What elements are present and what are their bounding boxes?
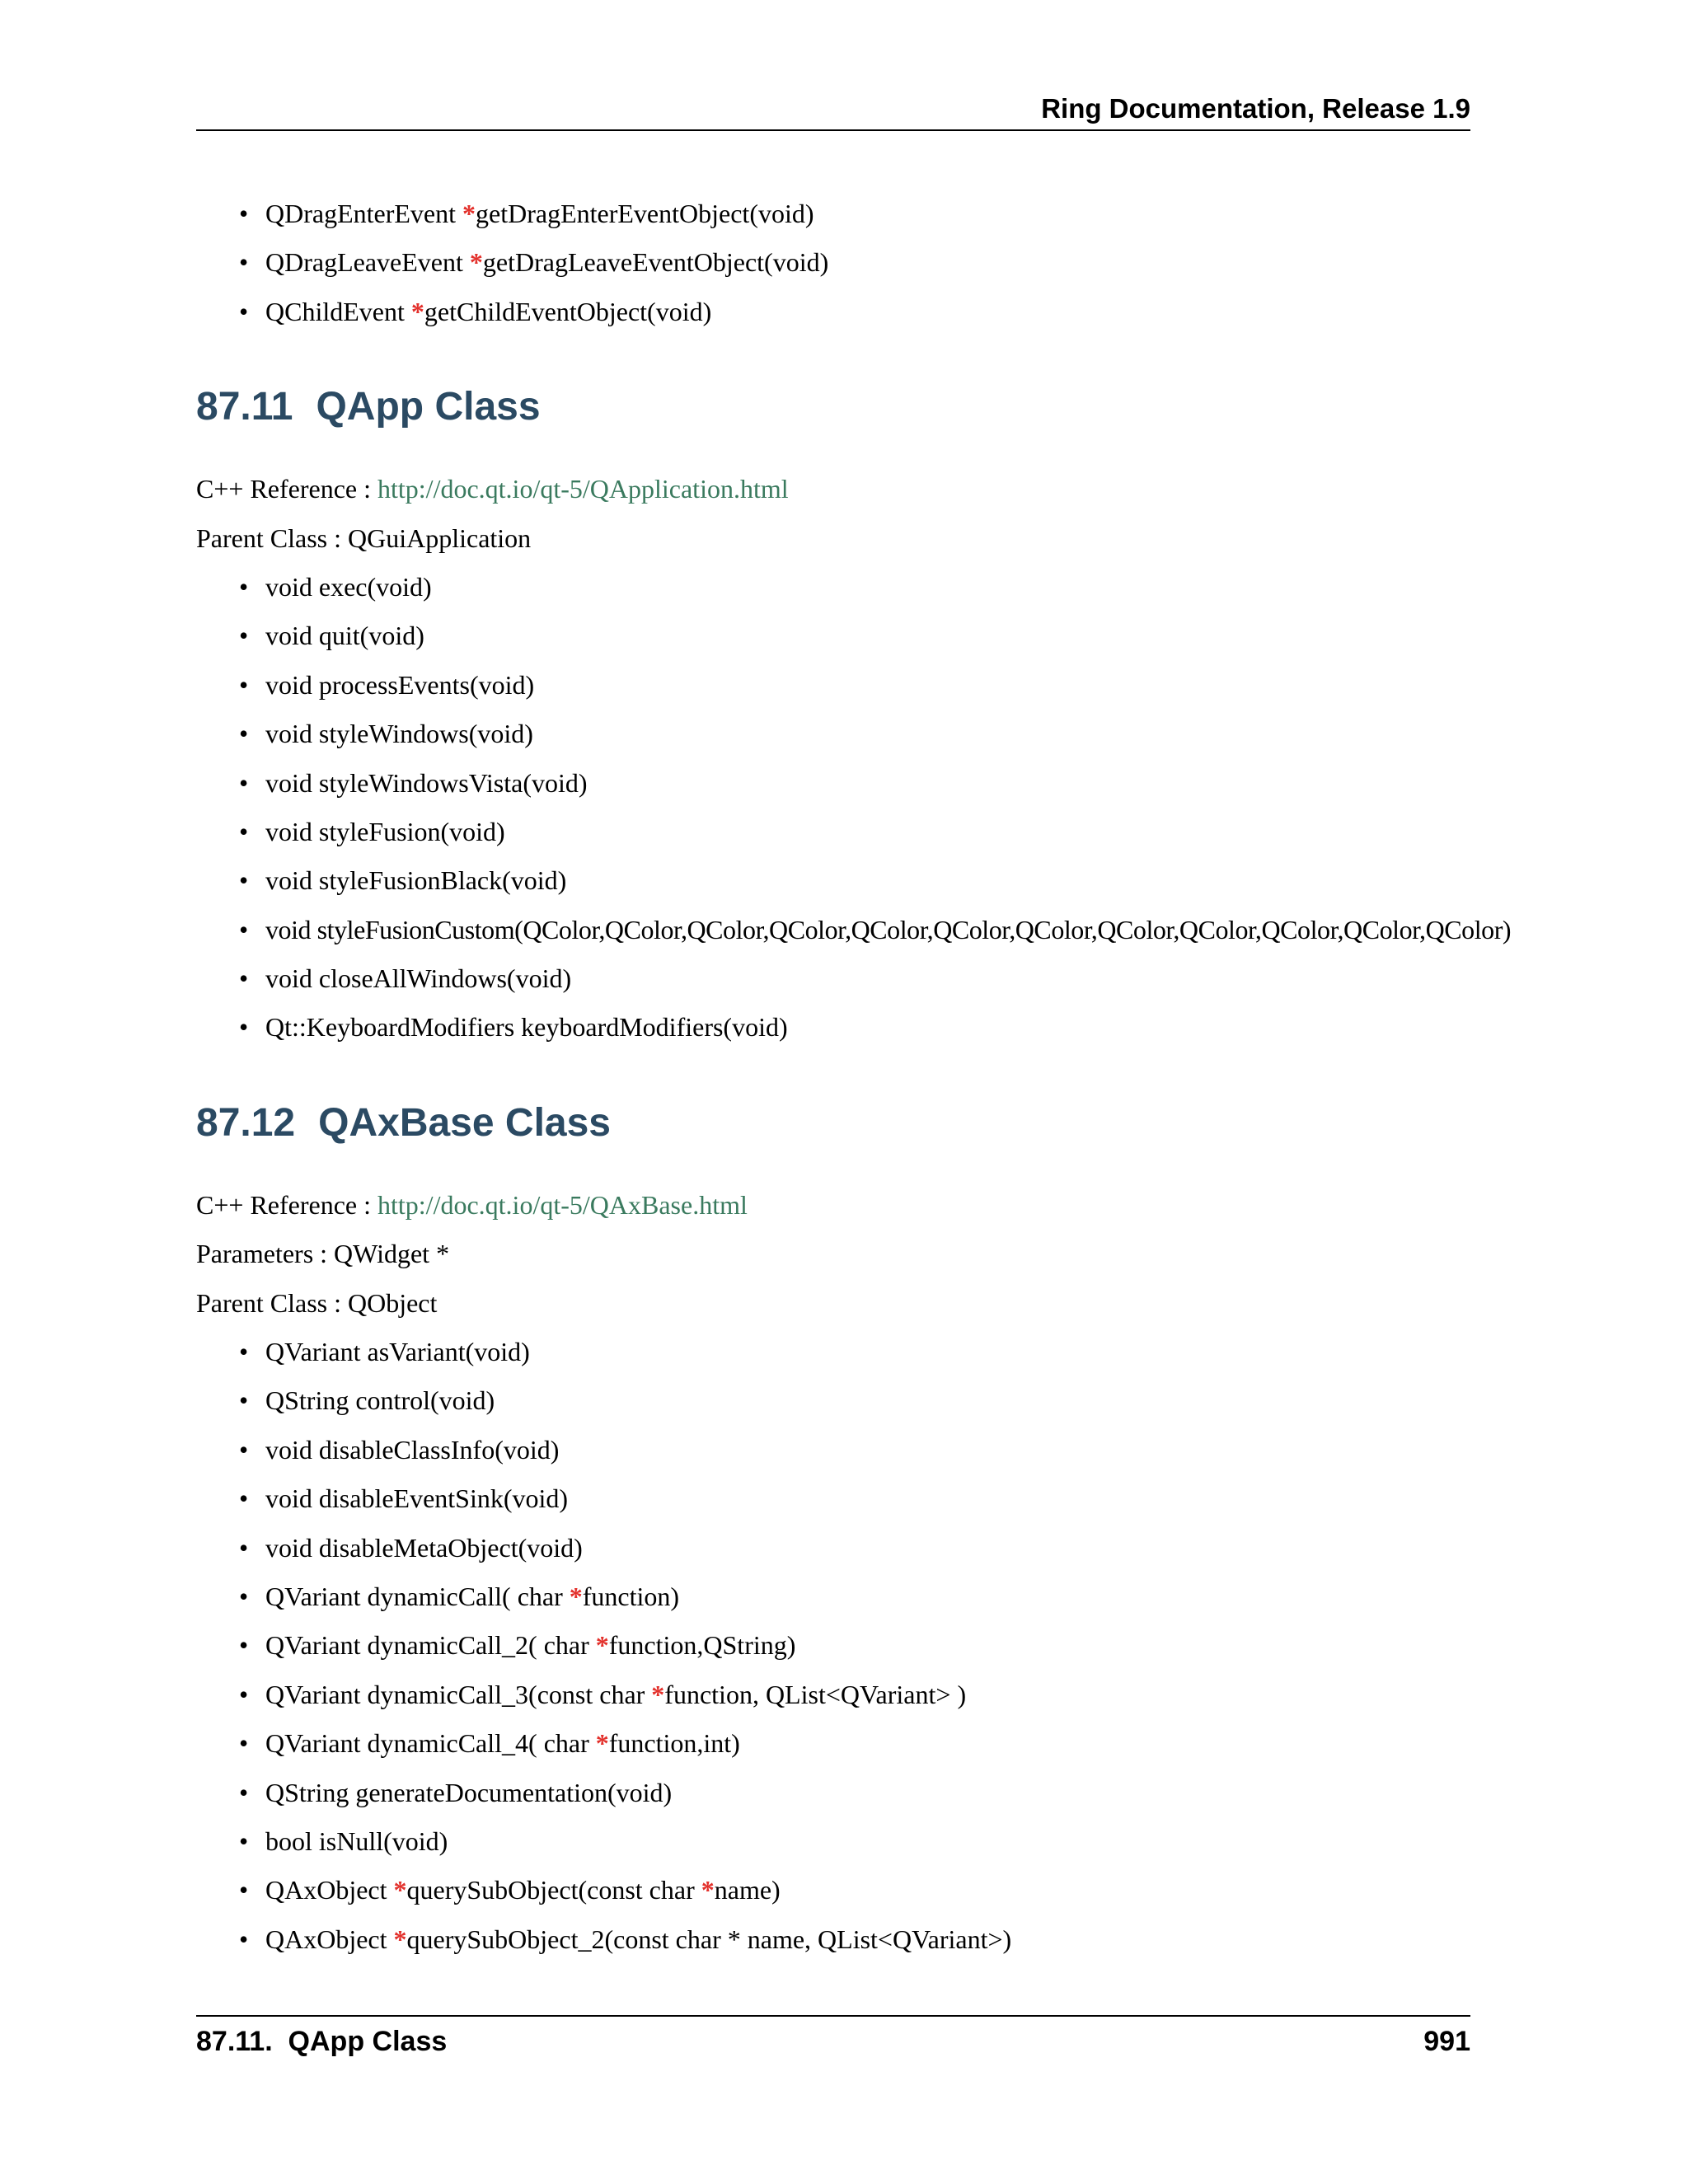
list-item: • void styleWindowsVista(void) [196, 759, 1470, 808]
bullet: • [239, 963, 249, 994]
bullet: • [239, 816, 249, 846]
bullet: • [239, 1012, 249, 1043]
running-footer [196, 2023, 1470, 2060]
parent-class-line: Parent Class : QObject [196, 1287, 438, 1318]
list-item: • void closeAllWindows(void) [196, 954, 1470, 1003]
footer-section-title: 87.11. QApp Class [196, 2026, 448, 2057]
bullet: • [239, 199, 249, 228]
bullet: • [239, 767, 249, 798]
list-item: • void processEvents(void) [196, 661, 1470, 710]
list-item: • QVariant dynamicCall( char *function) [196, 1572, 1470, 1621]
bullet: • [239, 1679, 249, 1709]
list-item: • void quit(void) [196, 612, 1470, 660]
bullet: • [239, 1875, 249, 1905]
bullet: • [239, 669, 249, 700]
list-item: • Qt::KeyboardModifiers keyboardModifiers(void) [196, 1003, 1470, 1052]
bullet: • [239, 296, 249, 326]
list-item: • QAxObject *querySubObject_2(const char * name, QList<QVariant>) [196, 1915, 1470, 1964]
bullet: • [239, 865, 249, 896]
list-item: • void styleFusion(void) [196, 808, 1470, 856]
bullet: • [239, 1483, 249, 1514]
header-rule [196, 129, 1470, 131]
bullet: • [239, 247, 249, 278]
list-item: • void styleWindows(void) [196, 710, 1470, 758]
list-item: • QVariant asVariant(void) [196, 1328, 1470, 1376]
page-number: 991 [1423, 2026, 1470, 2057]
section-heading-qapp [196, 382, 1470, 432]
section-number: 87.11 [196, 385, 293, 429]
list-item: • void disableMetaObject(void) [196, 1524, 1470, 1572]
list-item: • QDragEnterEvent *getDragEnterEventObject(void) [196, 190, 1470, 238]
bullet: • [239, 1581, 249, 1611]
bullet: • [239, 1434, 249, 1465]
section-title: QApp Class [316, 385, 541, 429]
list-item: • void styleFusionBlack(void) [196, 856, 1470, 905]
cpp-reference-line: C++ Reference : http://doc.qt.io/qt-5/QAxBase.html [196, 1189, 748, 1220]
reference-link[interactable]: http://doc.qt.io/qt-5/QApplication.html [377, 474, 789, 504]
list-item: • QChildEvent *getChildEventObject(void) [196, 288, 1470, 336]
continued-method-list [196, 190, 1470, 336]
bullet: • [239, 621, 249, 651]
parameters-line: Parameters : QWidget * [196, 1239, 450, 1269]
bullet: • [239, 1924, 249, 1954]
bullet: • [239, 1385, 249, 1416]
list-item: • QVariant dynamicCall_3(const char *function, QList<QVariant> ) [196, 1671, 1470, 1719]
qaxbase-method-list [196, 1328, 1470, 1964]
list-item: • void disableEventSink(void) [196, 1474, 1470, 1523]
footer-rule [196, 2015, 1470, 2017]
document-page [196, 0, 1512, 2184]
qapp-method-list [196, 563, 1512, 1052]
list-item: • QDragLeaveEvent *getDragLeaveEventObject(void) [196, 238, 1470, 287]
parent-class-line: Parent Class : QGuiApplication [196, 523, 532, 553]
bullet: • [239, 1532, 249, 1563]
section-title: QAxBase Class [318, 1100, 611, 1145]
list-item: • QVariant dynamicCall_2( char *function,QString) [196, 1621, 1470, 1670]
list-item: • void styleFusionCustom(QColor,QColor,QColor,QColor,QColor,QColor,QColor,QColor,QColor,QColor,QColor,QColor) [196, 906, 1470, 954]
bullet: • [239, 1728, 249, 1759]
cpp-reference-line: C++ Reference : http://doc.qt.io/qt-5/QApplication.html [196, 474, 789, 504]
bullet: • [239, 1630, 249, 1661]
list-item: • bool isNull(void) [196, 1817, 1470, 1866]
bullet: • [239, 571, 249, 602]
list-item: • QString control(void) [196, 1376, 1470, 1425]
list-item: • void exec(void) [196, 563, 1470, 612]
bullet: • [239, 719, 249, 749]
section-number: 87.12 [196, 1100, 296, 1145]
list-item: • QAxObject *querySubObject(const char *name) [196, 1866, 1470, 1915]
reference-link[interactable]: http://doc.qt.io/qt-5/QAxBase.html [377, 1189, 748, 1220]
bullet: • [239, 1777, 249, 1807]
bullet: • [239, 1825, 249, 1856]
list-item: • QVariant dynamicCall_4( char *function,int) [196, 1719, 1470, 1768]
running-header: Ring Documentation, Release 1.9 [1041, 93, 1470, 124]
list-item: • QString generateDocumentation(void) [196, 1769, 1470, 1817]
page-content [196, 190, 1512, 1964]
bullet: • [239, 1337, 249, 1367]
section-heading-qaxbase [196, 1099, 1470, 1148]
list-item: • void disableClassInfo(void) [196, 1426, 1470, 1474]
bullet: • [239, 914, 249, 944]
